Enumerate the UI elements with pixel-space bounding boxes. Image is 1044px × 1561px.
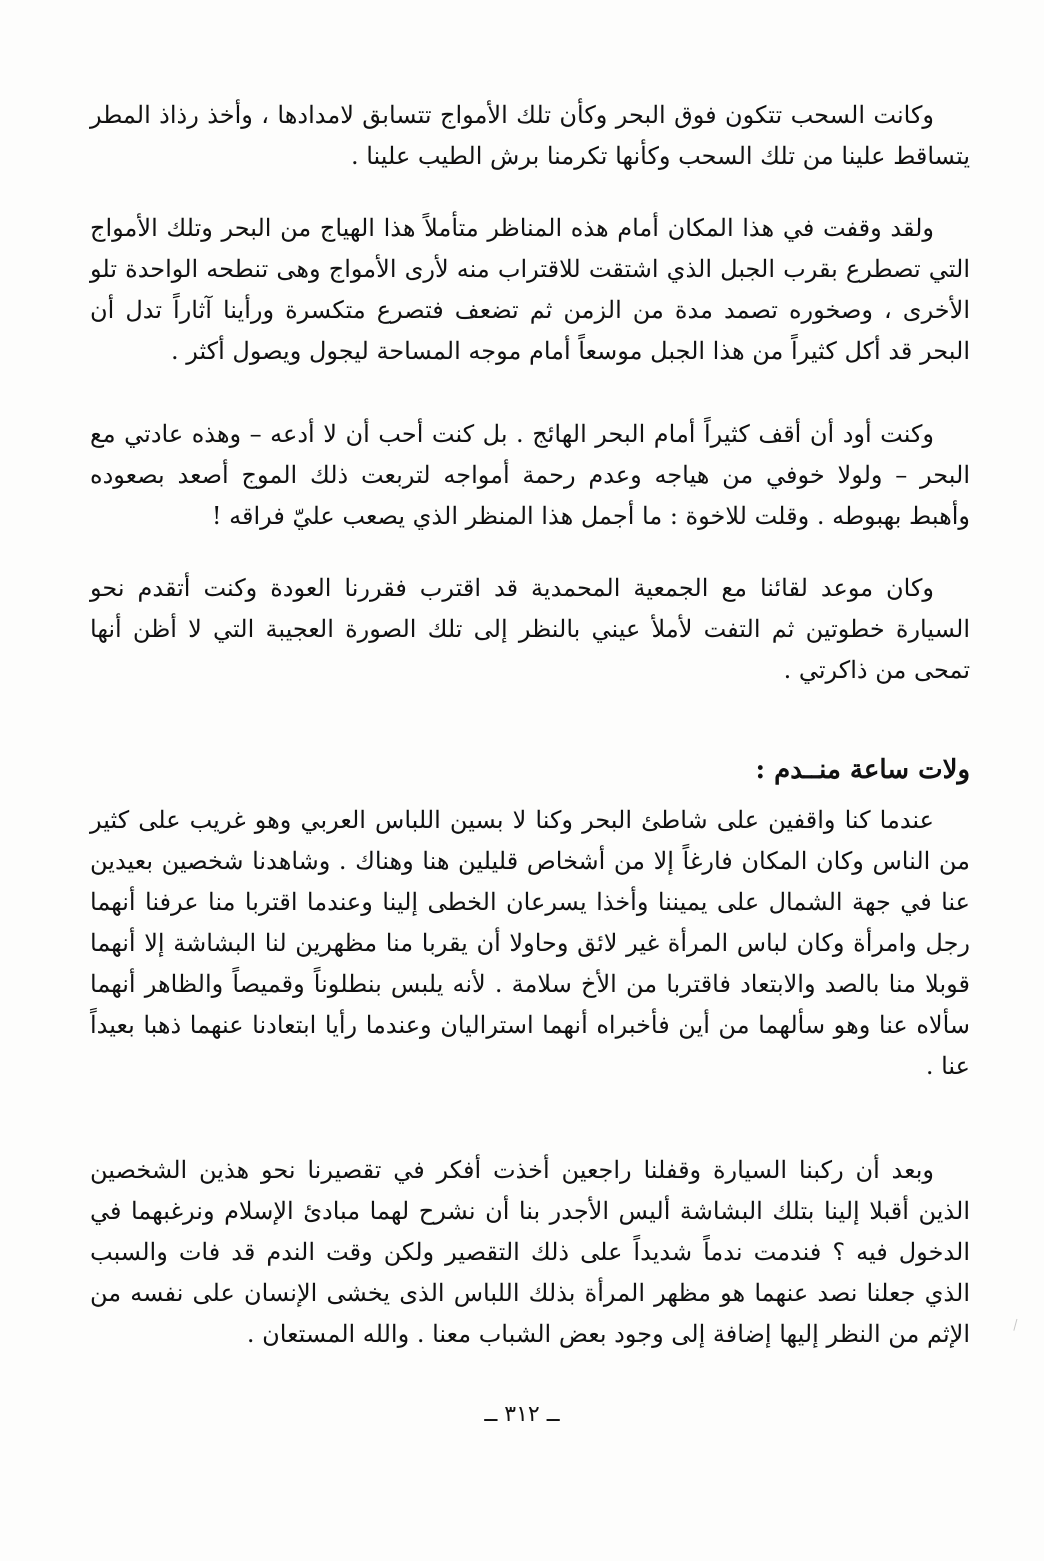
page-number: ــ ٣١٢ ــ (484, 1402, 560, 1427)
paragraph-return (90, 568, 970, 691)
scan-mark (1008, 1317, 1018, 1330)
paragraph-text: وكانت السحب تتكون فوق البحر وكأن تلك الأمواج تتسابق لامدادها ، وأخذ رذاذ المطر يتساقط علينا من تلك السحب وكأنها تكرمنا برش الطيب علينا . (90, 101, 970, 170)
paragraph-regret (90, 1150, 970, 1355)
paragraph-text: وكان موعد لقائنا مع الجمعية المحمدية قد اقترب فقررنا العودة وكنت أتقدم نحو السيارة خطوتين ثم التفت لأملأ عيني بالنظر إلى تلك الصورة العجيبة التي لا أظن أنها تمحى من ذاكرتي . (90, 574, 970, 684)
paragraph-text: ولقد وقفت في هذا المكان أمام هذه المناظر متأملاً هذا الهياج من البحر وتلك الأمواج التي تصطرع بقرب الجبل الذي اشتقت للاقتراب منه لأرى الأمواج وهى تنطحه الواحدة تلو الأخرى ، وصخوره تصمد مدة من الزمن ثم تضعف فتصرع متكسرة ورأينا آثاراً تدل أن البحر قد أكل كثيراً من هذا الجبل موسعاً أمام موجه المساحة ليجول ويصول أكثر . (90, 214, 970, 365)
paragraph-text: وبعد أن ركبنا السيارة وقفلنا راجعين أخذت أفكر في تقصيرنا نحو هذين الشخصين الذين أقبلا إلينا بتلك البشاشة أليس الأجدر بنا أن نشرح لهما مبادئ الإسلام ونرغبهما في الدخول فيه ؟ فندمت ندماً شديداً على ذلك التقصير ولكن وقت الندم قد فات والسبب الذي جعلنا نصد عنهما هو مظهر المرأة بذلك اللباس الذى يخشى الإنسان على نفسه من الإثم من النظر إليها إضافة إلى وجود بعض الشباب معنا . والله المستعان . (90, 1156, 970, 1348)
section-heading: ولات ساعة منــدم : (755, 755, 970, 785)
paragraph-text: وكنت أود أن أقف كثيراً أمام البحر الهائج . بل كنت أحب أن لا أدعه – وهذه عادتي مع البحر – ولولا خوفي من هياجه وعدم رحمة أمواجه لتربعت ذلك الموج أصعد بصعوده وأهبط بهبوطه . وقلت للاخوة : ما أجمل هذا المنظر الذي يصعب عليّ فراقه ! (90, 420, 970, 530)
paragraph-clouds (90, 95, 970, 177)
paragraph-stormy-sea (90, 414, 970, 537)
paragraph-text: عندما كنا واقفين على شاطئ البحر وكنا لا بسين اللباس العربي وهو غريب على كثير من الناس وكان المكان فارغاً إلا من أشخاص قليلين هنا وهناك . وشاهدنا شخصين بعيدين عنا في جهة الشمال على يميننا وأخذا يسرعان الخطى إلينا وعندما اقتربا منا عرفنا أنهما رجل وامرأة وكان لباس المرأة غير لائق وحاولا أن يقربا منا مظهرين لنا البشاشة إلا أنهما قوبلا منا بالصد والابتعاد فاقتربا من الأخ سلامة . لأنه يلبس بنطلوناً وقميصاً والظاهر أنهما سألاه عنا وهو سألهما من أين فأخبراه أنهما استراليان وعندما رأيا ابتعادنا عنهما ذهبا بعيداً عنا . (90, 806, 970, 1080)
paragraph-mountain (90, 208, 970, 372)
paragraph-beach-encounter (90, 800, 970, 1087)
